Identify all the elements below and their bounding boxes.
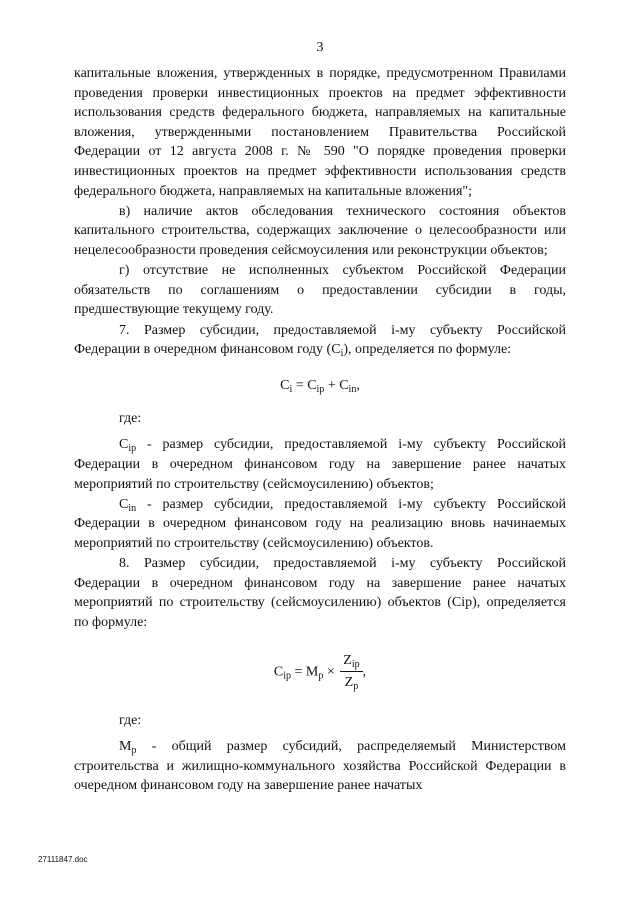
formula2-lhs: C — [273, 663, 284, 679]
formula2-end: , — [362, 663, 367, 679]
definition-mp-text: - общий размер субсидий, распределяемый Министерством строительства и жилищно-коммунального хозяйства Российской Федерации в очередном финансовом году на завершение ранее начатых — [74, 738, 566, 794]
paragraph-continuation: капитальные вложения, утвержденных в порядке, предусмотренном Правилами проведения проверки инвестиционных проектов на предмет эффективности использования средств федерального бюджета, направляемых на капитальные вложения, утвержденными постановлением Правительства Российской Федерации от 12 августа 2008 г. № 590 "О порядке проведения проверки инвестиционных проектов на предмет эффективности использования средств федерального бюджета, направляемых на капитальные вложения"; — [74, 66, 566, 199]
formula-subsidy-total — [74, 376, 566, 396]
formula2-eq: = M — [291, 663, 319, 679]
formula1-t1-sub: ip — [316, 383, 325, 395]
definition-mp-symbol: M — [119, 738, 132, 754]
formula1-lhs-sub: i — [289, 383, 293, 395]
formula1-plus: + C — [324, 377, 349, 393]
formula1-eq: = C — [292, 377, 317, 393]
paragraph-v: в) наличие актов обследования технического состояния объектов капитального строительства, содержащих заключение о целесообразности или нецелесообразности проведения сейсмоусиления или реконструкции объектов; — [74, 203, 566, 258]
definition-cip-text: - размер субсидии, предоставляемой i-му субъекту Российской Федерации в очередном финансовом году на завершение ранее начатых мероприятий по строительству (сейсмоусилению) объектов; — [74, 437, 566, 492]
paragraph-7-text: 7. Размер субсидии, предоставляемой i-му субъекту Российской Федерации в очередном финансовом году (C — [74, 322, 566, 358]
formula2-fraction — [340, 651, 362, 693]
paragraph-7 — [74, 321, 566, 360]
definition-cip — [74, 435, 566, 494]
formula2-m-sub: p — [318, 669, 324, 681]
definition-cin-sub: in — [128, 502, 137, 514]
definition-cip-sub: ip — [128, 443, 137, 455]
where-label-2: где: — [119, 712, 142, 728]
formula2-times: × — [323, 663, 339, 679]
where-label-1: где: — [119, 411, 142, 427]
paragraph-g: г) отсутствие не исполненных субъектом Российской Федерации обязательств по соглашениям о предоставлении субсидии в годы, предшествующие текущему году. — [74, 263, 566, 318]
formula2-denominator: $Z_p$ — [344, 675, 359, 693]
paragraph-7-subscript: i — [340, 348, 344, 360]
definition-cin-symbol: C — [119, 496, 129, 512]
document-body — [74, 64, 566, 796]
formula1-t2-sub: in — [348, 383, 357, 395]
formula-subsidy-ip — [74, 651, 566, 693]
page-number: 3 — [316, 40, 324, 55]
definition-cip-symbol: C — [119, 437, 129, 453]
definition-cin — [74, 495, 566, 554]
formula1-end: , — [356, 377, 360, 393]
paragraph-7-end: ), определяется по формуле: — [343, 342, 512, 358]
paragraph-8: 8. Размер субсидии, предоставляемой i-му субъекту Российской Федерации в очередном финансовом году на завершение ранее начатых мероприятий по строительству (сейсмоусилению) объектов (Cip), определяется по формуле: — [74, 556, 566, 630]
definition-mp — [74, 737, 566, 796]
document-filename: 27111847.doc — [38, 855, 88, 864]
formula1-lhs: C — [280, 377, 290, 393]
formula2-numerator: $Z_{ip}$ — [340, 651, 362, 673]
formula2-lhs-sub: ip — [283, 669, 292, 681]
definition-cin-text: - размер субсидии, предоставляемой i-му субъекту Российской Федерации в очередном финансовом году на реализацию вновь начинаемых мероприятий по строительству (сейсмоусилению) объектов. — [74, 496, 566, 552]
definition-mp-sub: р — [131, 744, 137, 756]
